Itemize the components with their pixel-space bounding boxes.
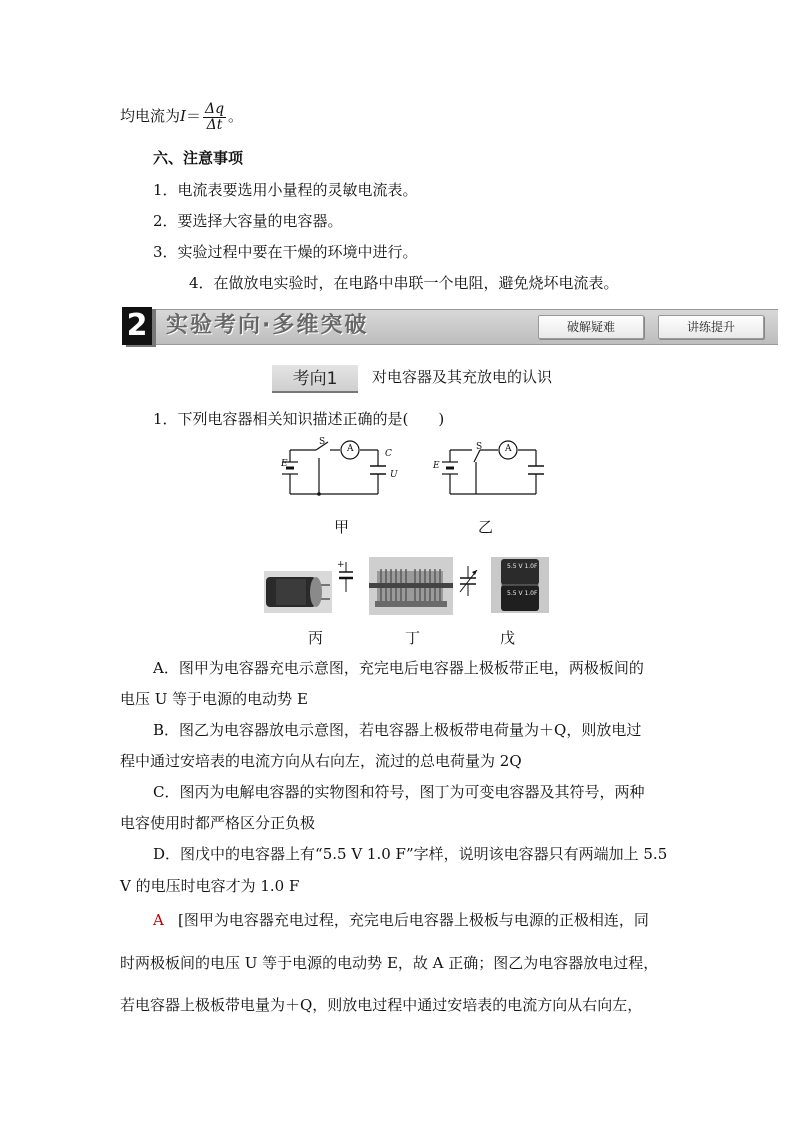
intro-eq: ＝ (185, 107, 201, 125)
variable-capacitor-photo (369, 557, 453, 615)
option-d-line1: D．图戊中的电容器上有“5.5 V 1.0 F”字样，说明该电容器只有两端加上 5.5 (153, 845, 668, 863)
supercapacitor-label-top: 5.5 V 1.0F (507, 563, 538, 570)
answer-line1: [图甲为电容器充电过程，充完电后电容器上极板与电源的正极相连，同 (178, 911, 649, 929)
answer-letter: A (153, 911, 164, 929)
note-item: 3．实验过程中要在干燥的环境中进行。 (153, 243, 418, 261)
topic-tag: 考向1 (272, 365, 358, 393)
question-stem: 1．下列电容器相关知识描述正确的是( ) (153, 410, 445, 428)
note-item: 1．电流表要选用小量程的灵敏电流表。 (153, 181, 418, 199)
figure-label-ding: 丁 (405, 629, 421, 647)
button-jianglian-tisheng[interactable]: 讲练提升 (658, 315, 764, 339)
note-item: 2．要选择大容量的电容器。 (153, 212, 343, 230)
option-c-line2: 电容使用时都严格区分正负极 (120, 814, 316, 832)
intro-fraction (203, 102, 226, 133)
option-c-line1: C．图丙为电解电容器的实物图和符号，图丁为可变电容器及其符号，两种 (153, 783, 645, 801)
banner-number: 2 (122, 307, 152, 345)
fraction-numerator: Δq (204, 100, 225, 117)
answer-line2: 时两极板间的电压 U 等于电源的电动势 E，故 A 正确；图乙为电容器放电过程， (120, 954, 659, 972)
circuit-jia-diagram (276, 438, 406, 500)
section-banner (122, 307, 778, 345)
intro-prefix: 均电流为 (120, 107, 181, 125)
option-a-line1: A．图甲为电容器充电示意图，充完电后电容器上极板带正电，两极板间的 (153, 659, 644, 677)
option-a-line2: 电压 U 等于电源的电动势 E (120, 690, 308, 708)
circuit-yi-label-A: A (505, 444, 512, 454)
button-pojie-yinan[interactable]: 破解疑难 (538, 315, 644, 339)
figure-label-yi: 乙 (478, 518, 494, 536)
variable-capacitor-symbol (456, 566, 480, 596)
intro-line (120, 98, 243, 134)
circuit-jia-label-S: S (319, 437, 326, 447)
notes-heading: 六、注意事项 (153, 149, 244, 167)
intro-suffix: 。 (228, 107, 244, 125)
circuit-yi-label-S: S (476, 442, 483, 452)
circuit-yi-label-E: E (433, 461, 440, 471)
figure-label-bing: 丙 (308, 629, 324, 647)
supercapacitor-photo (491, 557, 549, 613)
supercapacitor-label-bottom: 5.5 V 1.0F (507, 590, 538, 597)
banner-title: 实验考向·多维突破 (166, 313, 369, 338)
intro-var: I (180, 107, 186, 125)
topic-title: 对电容器及其充放电的认识 (372, 368, 553, 386)
answer-line3: 若电容器上极板带电量为＋Q，则放电过程中通过安培表的电流方向从右向左， (120, 996, 643, 1014)
figure-label-wu: 戊 (500, 629, 516, 647)
figure-label-jia: 甲 (334, 518, 350, 536)
circuit-jia-label-U: U (390, 470, 398, 480)
note-item: 4．在做放电实验时，在电路中串联一个电阻，避免烧坏电流表。 (189, 274, 619, 292)
circuit-yi-diagram (436, 438, 556, 500)
option-b-line1: B．图乙为电容器放电示意图，若电容器上极板带电荷量为＋Q，则放电过 (153, 721, 642, 739)
circuit-jia-label-E: E (281, 459, 288, 469)
option-d-line2: V 的电压时电容才为 1.0 F (120, 877, 300, 895)
fraction-denominator: Δt (206, 116, 223, 133)
circuit-jia-label-A: A (347, 444, 354, 454)
circuit-jia-label-C: C (385, 449, 392, 459)
symbol-plus-sign: + (337, 560, 345, 570)
electrolytic-capacitor-photo (264, 571, 332, 613)
option-b-line2: 程中通过安培表的电流方向从右向左，流过的总电荷量为 2Q (120, 752, 522, 770)
